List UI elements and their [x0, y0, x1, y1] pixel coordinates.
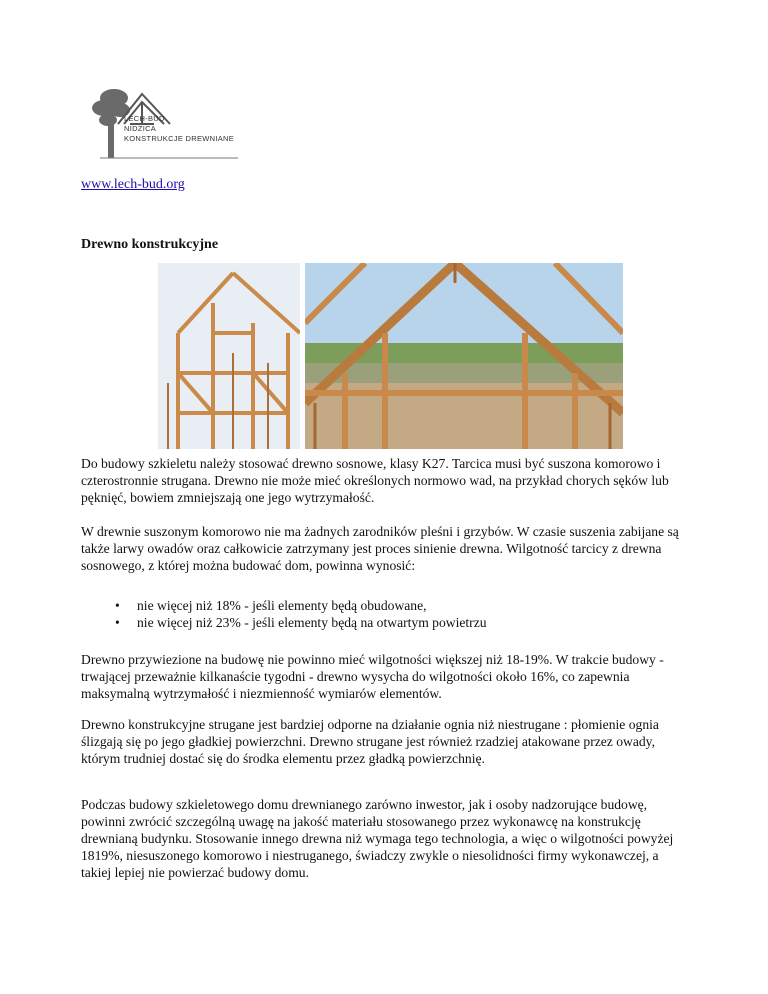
roof-truss-photo [305, 263, 623, 449]
list-item: • nie więcej niż 23% - jeśli elementy będą na otwartym powietrzu [115, 615, 487, 630]
section-heading: Drewno konstrukcyjne [81, 237, 219, 252]
logo-text [124, 114, 234, 144]
paragraph-4: Drewno konstrukcyjne strugane jest bardziej odporne na działanie ognia niż niestrugane : płomienie ognia ślizgają się po jego gładkiej powierzchni. Drewno strugane jest również rzadziej atakowane przez owady, którym trudniej dostać się do środka elementu przez gładką powierzchnię. [81, 717, 659, 766]
moisture-list [81, 597, 681, 631]
website-link[interactable]: www.lech-bud.org [81, 177, 185, 192]
logo-line-3: KONSTRUKCJE DREWNIANE [124, 134, 235, 143]
timber-frame-photo [158, 263, 300, 449]
logo-line-2: NIDZICA [124, 124, 157, 133]
paragraph-5: Podczas budowy szkieletowego domu drewnianego zarówno inwestor, jak i osoby nadzorujące budowę, powinni zwrócić szczególną uwagę na jakość materiału stosowanego przez wykonawcę na konstrukcję drewnianą budynku. Stosowanie innego drewna niż wymaga tego technologia, a więc o wilgotności powyżej 1819%, niesuszonego komorowo i niestruganego, świadczy zwykle o niesolidności firmy wykonawczej, a takiej lepiej nie powierzać budowy domu. [81, 797, 674, 880]
logo-line-1: LECH-BUD [124, 114, 165, 123]
paragraph-1: Do budowy szkieletu należy stosować drewno sosnowe, klasy K27. Tarcica musi być suszona komorowo i czterostronnie strugana. Drewno nie może mieć określonych normowo wad, na przykład chorych sęków lub pęknięć, bowiem zmniejszają one jego wytrzymałość. [81, 456, 669, 505]
bullet-icon: • [115, 615, 120, 630]
list-item: • nie więcej niż 18% - jeśli elementy będą obudowane, [115, 598, 427, 613]
paragraph-2: W drewnie suszonym komorowo nie ma żadnych zarodników pleśni i grzybów. W czasie suszenia zabijane są także larwy owadów oraz całkowicie zatrzymany jest proces sinienie drewna. Wilgotność tarcicy z drewna sosnowego, z której można budować dom, powinna wynosić: [81, 524, 679, 573]
bullet-icon: • [115, 598, 120, 613]
paragraph-3: Drewno przywiezione na budowę nie powinno mieć wilgotności większej niż 18-19%. W trakcie budowy - trwającej przeważnie kilkanaście tygodni - drewno wysycha do wilgotności około 16%, co zapewnia maksymalną wytrzymałość i niezmienność wymiarów elementów. [81, 652, 664, 701]
